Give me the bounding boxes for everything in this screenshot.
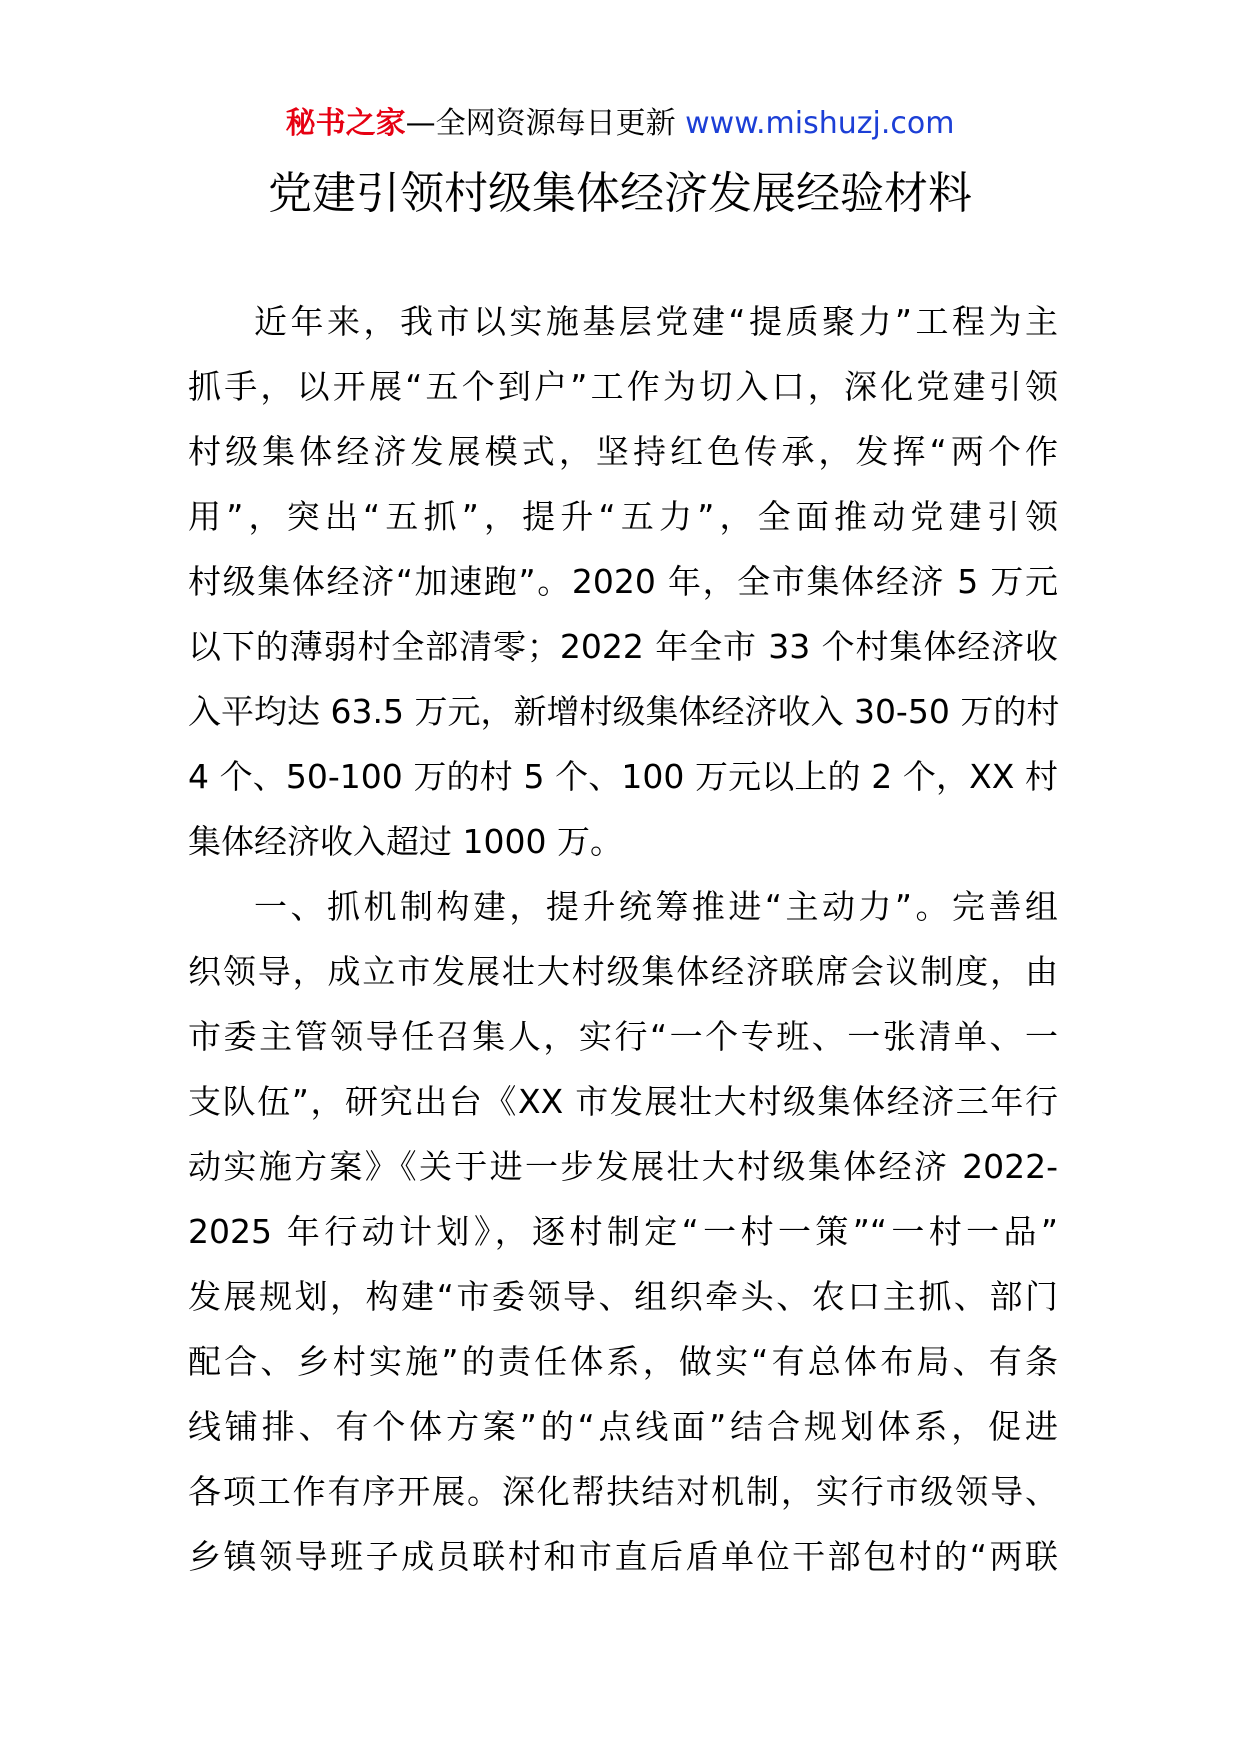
paragraph-line: 2025 年行动计划》，逐村制定“一村一策”“一村一品”	[188, 1212, 1058, 1251]
section-heading-line: 一、抓机制构建，提升统筹推进“主动力”。完善组	[254, 887, 1058, 926]
brand-name: 秘书之家	[285, 106, 406, 141]
paragraph-line: 各项工作有序开展。深化帮扶结对机制，实行市级领导、	[188, 1472, 1058, 1511]
paragraph-line: 村级集体经济“加速跑”。2020 年，全市集体经济 5 万元	[188, 562, 1058, 601]
site-header	[0, 104, 1240, 144]
paragraph-line: 乡镇领导班子成员联村和市直后盾单位干部包村的“两联	[188, 1537, 1058, 1576]
header-slogan: —全网资源每日更新	[405, 106, 686, 141]
paragraph-line: 以下的薄弱村全部清零；2022 年全市 33 个村集体经济收	[188, 627, 1058, 666]
paragraph-line: 织领导，成立市发展壮大村级集体经济联席会议制度，由	[188, 952, 1058, 991]
paragraph-line: 市委主管领导任召集人，实行“一个专班、一张清单、一	[188, 1017, 1058, 1056]
paragraph-line: 入平均达 63.5 万元，新增村级集体经济收入 30-50 万的村	[188, 692, 1060, 731]
document-title: 党建引领村级集体经济发展经验材料	[268, 168, 972, 219]
paragraph-line: 支队伍”，研究出台《XX 市发展壮大村级集体经济三年行	[188, 1082, 1058, 1121]
paragraph-line: 抓手，以开展“五个到户”工作为切入口，深化党建引领	[188, 367, 1058, 406]
paragraph-line: 4 个、50-100 万的村 5 个、100 万元以上的 2 个，XX 村	[188, 757, 1058, 796]
paragraph-line: 集体经济收入超过 1000 万。	[188, 822, 623, 861]
paragraph-line: 配合、乡村实施”的责任体系，做实“有总体布局、有条	[188, 1342, 1058, 1381]
paragraph-line: 发展规划，构建“市委领导、组织牵头、农口主抓、部门	[188, 1277, 1058, 1316]
document-body	[188, 289, 1058, 1589]
paragraph-line: 用”，突出“五抓”，提升“五力”，全面推动党建引领	[188, 497, 1058, 536]
paragraph-line: 线铺排、有个体方案”的“点线面”结合规划体系，促进	[188, 1407, 1058, 1446]
paragraph-line: 近年来，我市以实施基层党建“提质聚力”工程为主	[254, 302, 1058, 341]
paragraph-line: 动实施方案》《关于进一步发展壮大村级集体经济 2022-	[188, 1147, 1058, 1186]
site-url: www.mishuzj.com	[685, 106, 955, 141]
paragraph-line: 村级集体经济发展模式，坚持红色传承，发挥“两个作	[188, 432, 1058, 471]
